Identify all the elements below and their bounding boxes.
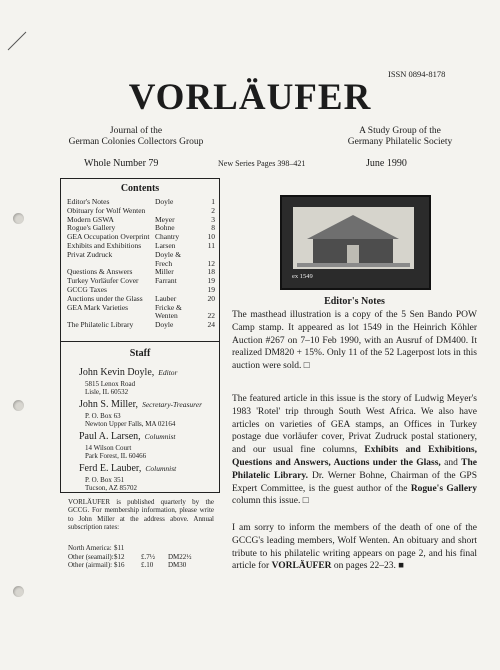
staff-role: Columnist bbox=[145, 464, 177, 473]
staff-address-line-2: Newton Upper Falls, MA 02164 bbox=[85, 420, 176, 428]
staff-address-line-2: Park Forest, IL 60466 bbox=[85, 452, 147, 460]
staff-member bbox=[79, 458, 176, 492]
contents-list bbox=[67, 198, 215, 330]
staff-name: Ferd E. Lauber, bbox=[79, 463, 142, 474]
contents-page: 11 bbox=[207, 240, 215, 250]
contents-author: Wenten bbox=[155, 311, 178, 321]
contents-author: Farrant bbox=[155, 276, 177, 286]
stamp-caption: ex 1549 bbox=[292, 273, 313, 280]
contents-row bbox=[67, 304, 215, 313]
staff-member bbox=[79, 426, 176, 460]
staff-address-line-1: 14 Wilson Court bbox=[85, 444, 132, 452]
issue-date: June 1990 bbox=[366, 158, 407, 169]
rate-gbp: £.10 bbox=[141, 561, 154, 569]
rate-gbp: £.7½ bbox=[141, 552, 155, 561]
contents-page: 1 bbox=[211, 197, 215, 206]
staff-role: Columnist bbox=[144, 432, 176, 441]
study-group: A Study Group of the Germany Philatelic Society bbox=[347, 126, 453, 147]
contents-page: 22 bbox=[207, 311, 215, 321]
series-pages: New Series Pages 398–421 bbox=[218, 159, 306, 168]
contents-author: Miller bbox=[155, 267, 174, 277]
masthead-title: VORLÄUFER bbox=[128, 77, 372, 118]
staff-box bbox=[60, 340, 220, 493]
journal-of: Journal of the German Colonies Collectors Group bbox=[68, 126, 204, 147]
contents-title: Auctions under the Glass bbox=[67, 293, 143, 303]
contents-title: Privat Zudruck bbox=[67, 249, 113, 259]
staff-address-line-1: P. O. Box 63 bbox=[85, 412, 121, 420]
rate-usd: $16 bbox=[114, 561, 125, 569]
contents-title: Turkey Vorläufer Cover bbox=[67, 276, 139, 286]
staff-member bbox=[79, 394, 202, 428]
staff-name: John S. Miller, bbox=[79, 399, 139, 410]
rate-row bbox=[68, 553, 198, 562]
contents-author: Frech bbox=[155, 258, 173, 268]
contents-page: 20 bbox=[207, 293, 215, 303]
contents-author: Doyle bbox=[155, 320, 174, 330]
contents-title: Rogue's Gallery bbox=[67, 223, 116, 233]
contents-title: Editor's Notes bbox=[67, 197, 110, 206]
contents-author: Lauber bbox=[155, 293, 177, 303]
contents-title: Modern GSWA bbox=[67, 214, 114, 224]
contents-title: The Philatelic Library bbox=[67, 320, 134, 330]
contents-page: 12 bbox=[207, 258, 215, 268]
rate-usd: $12 bbox=[114, 552, 125, 561]
contents-page: 3 bbox=[211, 214, 215, 224]
rate-zone: Other (airmail): bbox=[68, 561, 113, 569]
contents-row bbox=[67, 251, 215, 260]
contents-page: 19 bbox=[207, 284, 215, 294]
stamp-illustration bbox=[280, 195, 431, 290]
publication-note: VORLÄUFER is published quarterly by the GCCG. For membership information, please write to John Miller at the address above. Annual subscription rates: bbox=[68, 498, 214, 531]
contents-author: Chantry bbox=[155, 232, 180, 242]
contents-author: Doyle bbox=[155, 197, 174, 206]
editors-notes-paragraph-1: The masthead illustration is a copy of the 5 Sen Bando POW Camp stamp. It appeared as lot 1549 in the Heinrich Köhler Auction #267 on 7–10 Feb 1990, with an Ausruf of DM400. It realized DM820 + 15%. Only 11 of the 52 Lagerpost lots in this auction were sold. □ bbox=[232, 310, 477, 372]
staff-address-line-1: 5815 Lenox Road bbox=[85, 380, 136, 388]
staff-name: John Kevin Doyle, bbox=[79, 367, 155, 378]
staff-member bbox=[79, 362, 177, 396]
contents-title: Questions & Answers bbox=[67, 267, 133, 277]
contents-page: 10 bbox=[207, 232, 215, 242]
staff-heading: Staff bbox=[129, 348, 151, 359]
contents-row bbox=[67, 321, 215, 330]
punch-hole-top bbox=[13, 213, 24, 224]
punch-hole-bottom bbox=[13, 586, 24, 597]
contents-title: GEA Occupation Overprint bbox=[67, 232, 150, 242]
rate-row bbox=[68, 561, 198, 570]
staff-role: Secretary-Treasurer bbox=[142, 400, 203, 409]
contents-author: Bohne bbox=[155, 223, 175, 233]
editors-notes-paragraph-2: The featured article in this issue is the story of Ludwig Meyer's 1983 'Rotel' trip through South West Africa. We also have articles on varieties of GEA stamps, an Offices in Turkey postage due vorläufer cover, Privat Zudruck postal stationery, and our usual fine columns, Exhibits and Exhibitions, Questions and Answers, Auctions under the Glass, and The Philatelic Library. Dr. Werner Bohne, Chairman of the GPS Expert Committee, is the guest author of the Rogue's Gallery column this issue. □ bbox=[232, 394, 478, 507]
contents-page: 18 bbox=[207, 267, 215, 277]
rate-usd: $11 bbox=[114, 544, 125, 552]
contents-page: 19 bbox=[207, 276, 215, 286]
rate-row bbox=[68, 544, 198, 553]
contents-heading: Contents bbox=[120, 183, 160, 194]
stamp-house-picture bbox=[293, 207, 414, 269]
pen-mark bbox=[4, 14, 44, 54]
rate-zone: North America: bbox=[68, 544, 112, 552]
issn: ISSN 0894-8178 bbox=[388, 69, 446, 79]
subscription-rates bbox=[68, 544, 198, 570]
editors-notes-heading: Editor's Notes bbox=[324, 296, 385, 307]
contents-title: Exhibits and Exhibitions bbox=[67, 240, 142, 250]
rate-gbp bbox=[141, 544, 168, 553]
rate-dm bbox=[168, 544, 198, 553]
contents-page: 24 bbox=[207, 320, 215, 330]
rate-zone: Other (seamail): bbox=[68, 552, 114, 561]
punch-hole-middle bbox=[13, 400, 24, 411]
contents-author: Meyer bbox=[155, 214, 175, 224]
editors-notes-paragraph-3: I am sorry to inform the members of the death of one of the GCCG's leading members, Wolf Wenten. An obituary and short tribute to his philatelic writing appears on page 2, and his final article for VORLÄUFER on pages 22–23. ■ bbox=[232, 523, 477, 572]
stamp-image bbox=[293, 207, 414, 269]
rate-dm: DM22½ bbox=[168, 552, 192, 561]
contents-page: 2 bbox=[211, 205, 215, 215]
staff-address-line-2: Tucson, AZ 85702 bbox=[85, 484, 138, 492]
whole-number: Whole Number 79 bbox=[84, 158, 159, 169]
rate-dm: DM30 bbox=[168, 561, 187, 569]
contents-title: GEA Mark Varieties bbox=[67, 302, 129, 312]
staff-address-line-1: P. O. Box 351 bbox=[85, 476, 125, 484]
contents-title: Obituary for Wolf Wenten bbox=[67, 205, 146, 215]
contents-page: 8 bbox=[211, 223, 215, 233]
contents-author: Doyle & bbox=[155, 249, 182, 259]
contents-author: Larsen bbox=[155, 240, 176, 250]
staff-role: Editor bbox=[158, 368, 178, 377]
contents-box bbox=[60, 178, 220, 342]
contents-title: GCCG Taxes bbox=[67, 284, 107, 294]
staff-name: Paul A. Larsen, bbox=[79, 431, 141, 442]
contents-author: Fricke & bbox=[155, 302, 182, 312]
staff-address-line-2: Lisle, IL 60532 bbox=[85, 388, 129, 396]
